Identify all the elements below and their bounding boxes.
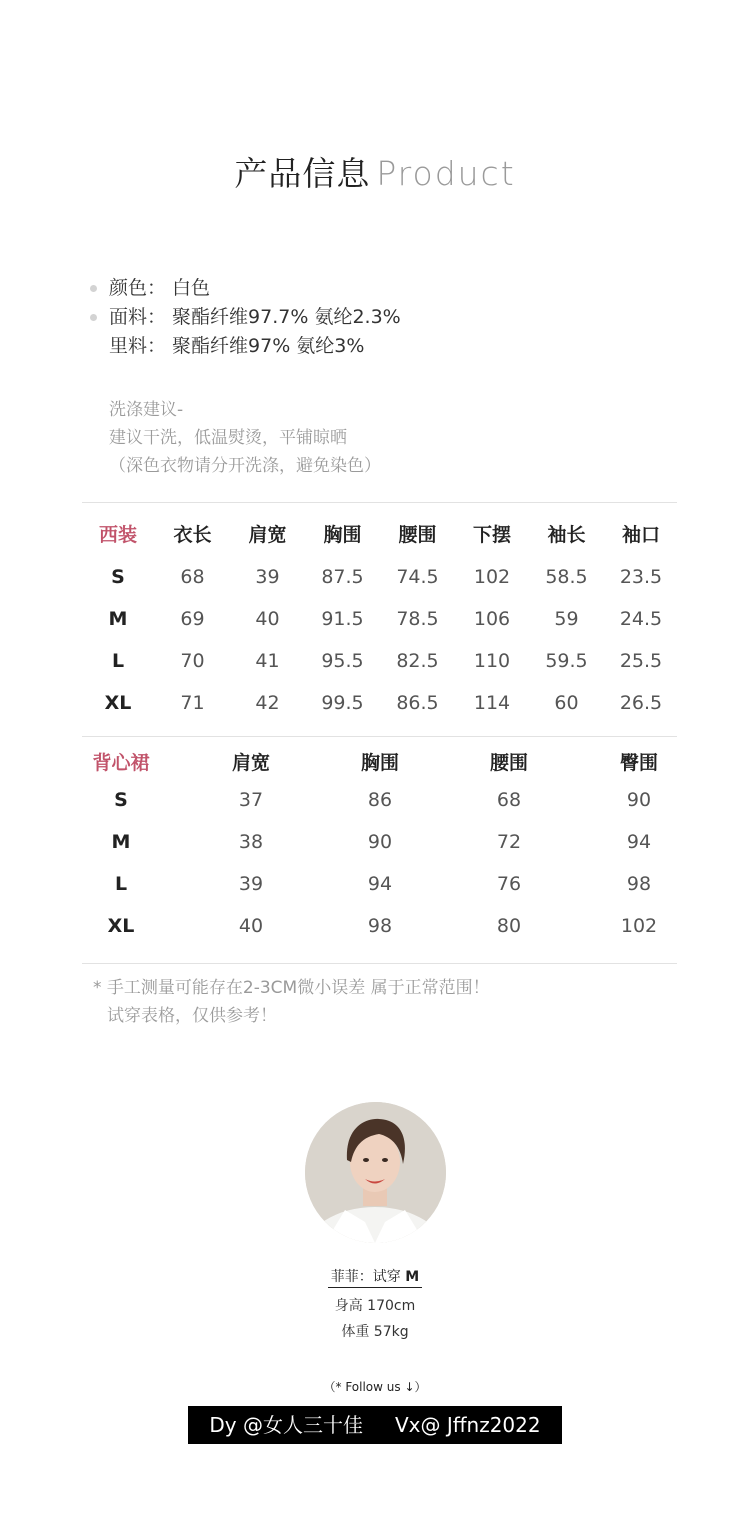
attribute-lining: [90, 332, 401, 361]
care-line: （深色衣物请分开洗涤，避免染色）: [109, 456, 381, 476]
table-row: [82, 824, 677, 860]
title-cn: 产品信息: [234, 154, 371, 193]
table-cell: 59: [554, 608, 579, 630]
table-cell: 82.5: [396, 650, 439, 672]
size-label: S: [111, 566, 125, 588]
dress-header-cell: 腰围: [489, 752, 528, 774]
measurement-note: [93, 974, 490, 1030]
table-cell: 71: [180, 692, 205, 714]
suit-header-cell: 胸围: [323, 524, 362, 546]
divider: [82, 502, 677, 503]
dress-header-cell: 胸围: [360, 752, 399, 774]
table-cell: 110: [473, 650, 511, 672]
table-cell: 37: [238, 789, 264, 811]
table-cell: 87.5: [321, 566, 364, 588]
table-cell: 102: [620, 915, 658, 937]
dress-header-cell: 臀围: [619, 752, 658, 774]
table-row: [82, 559, 677, 595]
table-cell: 40: [255, 608, 280, 630]
douyin-handle: Dy @女人三十佳: [209, 1413, 363, 1437]
dress-header-cell: 肩宽: [231, 752, 270, 774]
model-name-underline: [328, 1269, 422, 1288]
care-line: 建议干洗，低温熨烫，平铺晾晒: [109, 428, 347, 448]
model-name-line: [0, 1266, 750, 1288]
table-row: [82, 908, 677, 944]
table-cell: 98: [626, 873, 652, 895]
table-cell: 40: [238, 915, 264, 937]
divider: [82, 736, 677, 737]
suit-header-cell: 下摆: [472, 524, 511, 546]
size-label: XL: [107, 915, 135, 937]
attribute-fabric: [90, 303, 401, 332]
table-cell: 114: [473, 692, 511, 714]
model-avatar: [305, 1102, 446, 1243]
table-cell: 106: [473, 608, 511, 630]
table-cell: 39: [238, 873, 264, 895]
attribute-color: [90, 274, 401, 303]
note-line: 试穿表格，仅供参考！: [107, 1006, 277, 1026]
suit-header-cell: 肩宽: [248, 524, 287, 546]
model-weight: 体重 57kg: [341, 1324, 409, 1340]
table-row: [82, 866, 677, 902]
wechat-handle: Vx@ Jffnz2022: [394, 1413, 541, 1437]
table-cell: 80: [496, 915, 522, 937]
table-cell: 90: [367, 831, 393, 853]
table-row: [82, 782, 677, 818]
table-cell: 59.5: [545, 650, 588, 672]
attribute-text: 颜色： 白色: [109, 277, 211, 299]
table-row: [82, 643, 677, 679]
table-cell: 76: [496, 873, 522, 895]
suit-header-cell: 袖长: [547, 524, 586, 546]
table-cell: 102: [473, 566, 511, 588]
table-cell: 24.5: [619, 608, 663, 630]
size-label: L: [111, 650, 125, 672]
suit-header-cell: 衣长: [173, 524, 212, 546]
dress-table-header: [82, 745, 677, 781]
model-size: M: [405, 1269, 420, 1285]
model-name: 菲菲：试穿: [330, 1269, 401, 1285]
table-cell: 26.5: [619, 692, 663, 714]
table-cell: 70: [180, 650, 205, 672]
attribute-text: 面料： 聚酯纤维97.7% 氨纶2.3%: [109, 306, 401, 328]
table-cell: 95.5: [321, 650, 364, 672]
table-cell: 69: [180, 608, 205, 630]
table-cell: 86.5: [396, 692, 439, 714]
table-cell: 68: [496, 789, 522, 811]
table-row: [82, 601, 677, 637]
model-portrait-image: [305, 1102, 446, 1243]
table-cell: 41: [255, 650, 280, 672]
table-cell: 78.5: [396, 608, 439, 630]
table-cell: 86: [367, 789, 393, 811]
table-cell: 60: [554, 692, 579, 714]
note-line: * 手工测量可能存在2-3CM微小误差 属于正常范围！: [93, 978, 490, 998]
suit-header-cell: 袖口: [621, 524, 660, 546]
size-label: L: [114, 873, 128, 895]
table-cell: 94: [626, 831, 652, 853]
suit-table-header: [82, 517, 677, 553]
social-banner: [188, 1406, 562, 1444]
table-cell: 90: [626, 789, 652, 811]
suit-header-label: 西装: [98, 524, 137, 546]
table-cell: 39: [255, 566, 280, 588]
table-cell: 25.5: [619, 650, 663, 672]
product-info-title: [0, 150, 750, 198]
table-cell: 74.5: [396, 566, 439, 588]
table-cell: 38: [238, 831, 264, 853]
model-height: 身高 170cm: [334, 1298, 416, 1314]
table-cell: 94: [367, 873, 393, 895]
bullet-dot-icon: [90, 314, 97, 321]
bullet-dot-icon: [90, 285, 97, 292]
table-row: [82, 685, 677, 721]
care-instructions: [109, 396, 381, 480]
size-label: XL: [104, 692, 132, 714]
dress-header-label: 背心裙: [92, 752, 150, 774]
size-label: M: [108, 608, 128, 630]
care-title: 洗涤建议-: [109, 400, 184, 420]
size-label: S: [114, 789, 128, 811]
attribute-list: [90, 274, 401, 361]
table-cell: 68: [180, 566, 205, 588]
divider: [82, 963, 677, 964]
table-cell: 58.5: [545, 566, 588, 588]
table-cell: 98: [367, 915, 393, 937]
suit-header-cell: 腰围: [398, 524, 437, 546]
follow-us-text: （* Follow us ↓）: [323, 1380, 427, 1394]
table-cell: 23.5: [619, 566, 663, 588]
title-en: Product: [376, 154, 516, 193]
table-cell: 91.5: [321, 608, 364, 630]
table-cell: 99.5: [321, 692, 364, 714]
table-cell: 72: [496, 831, 522, 853]
size-label: M: [111, 831, 131, 853]
attribute-text: 里料： 聚酯纤维97% 氨纶3%: [109, 335, 365, 357]
table-cell: 42: [255, 692, 280, 714]
